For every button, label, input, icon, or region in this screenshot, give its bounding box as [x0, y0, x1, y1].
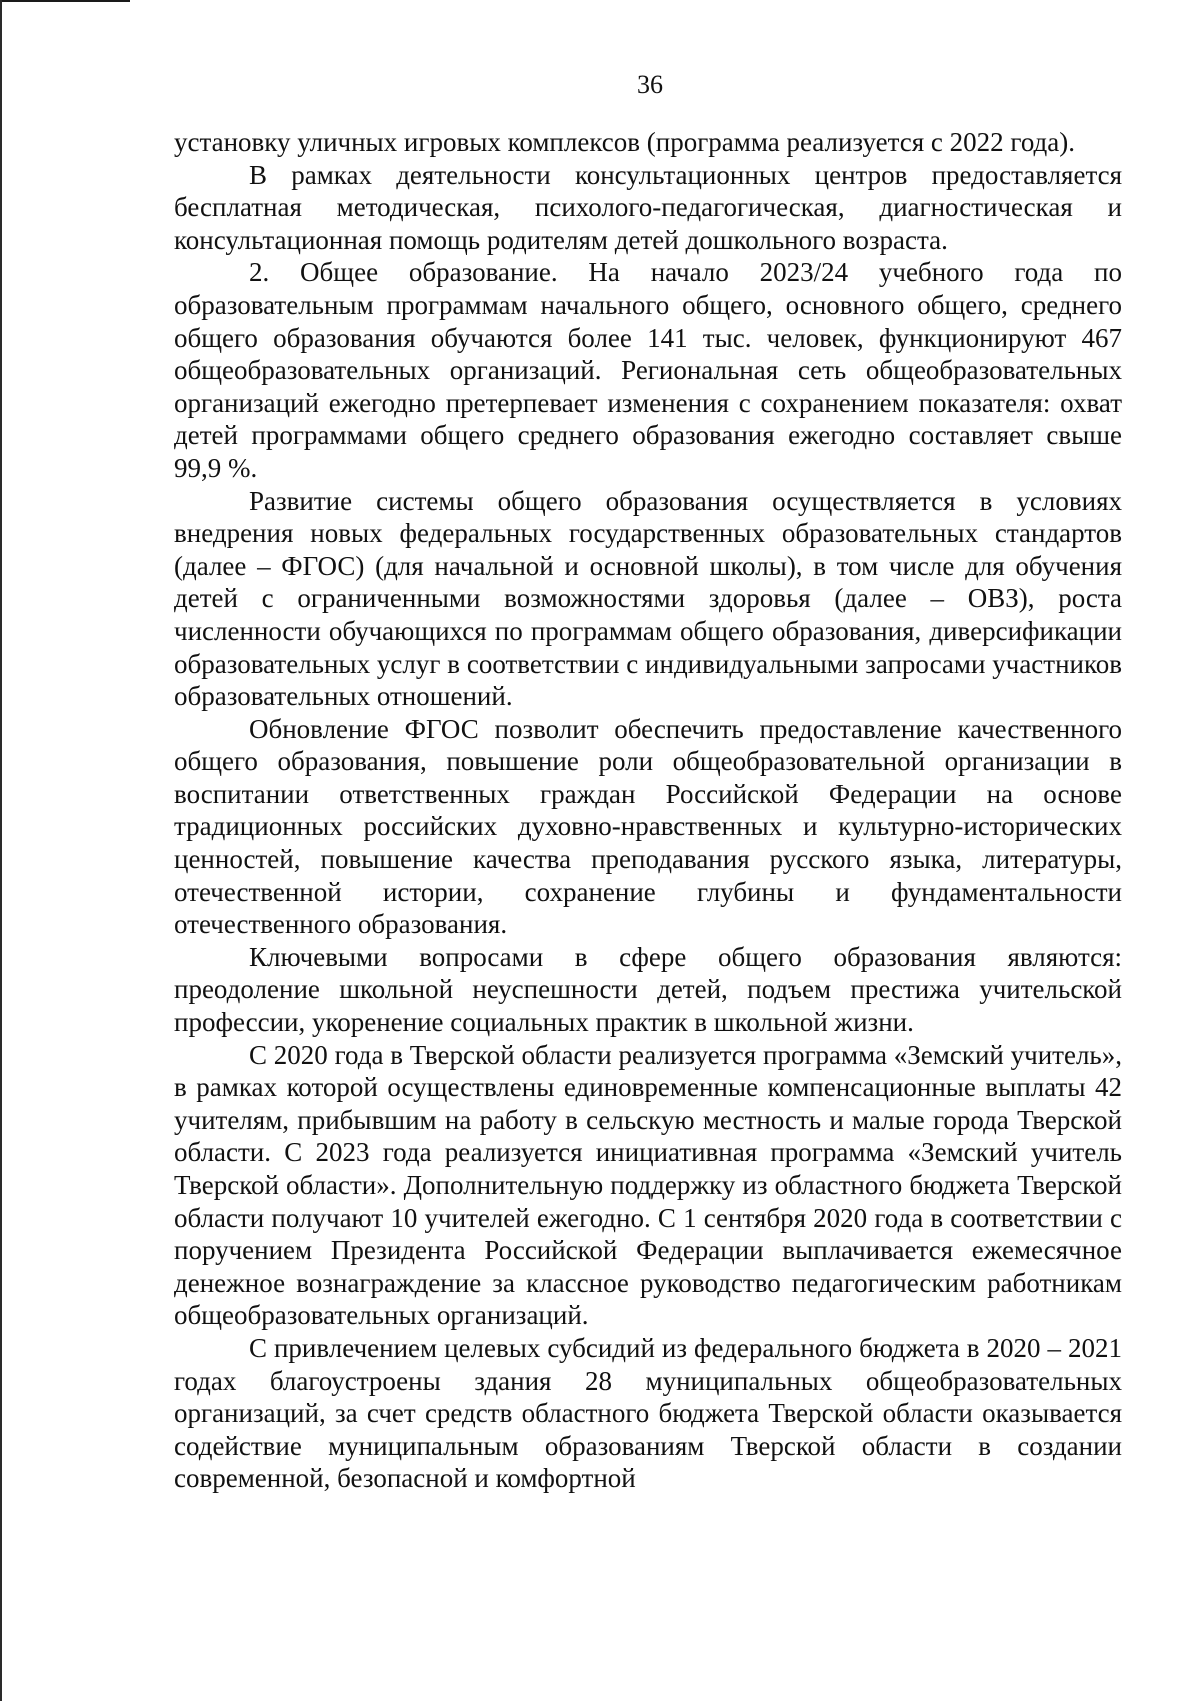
scan-edge-top: [0, 0, 130, 2]
paragraph-fgos-development: Развитие системы общего образования осуществляется в условиях внедрения новых федеральных государственных образовательных стандартов (далее – ФГОС) (для начальной и основной школы), в том числе для обучения детей с ограниченными возможностями здоровья (далее – ОВЗ), роста численности обучающихся по программам общего образования, диверсификации образовательных услуг в соответствии с индивидуальными запросами участников образовательных отношений.: [174, 485, 1122, 712]
paragraph-key-issues: Ключевыми вопросами в сфере общего образования являются: преодоление школьной неуспешности детей, подъем престижа учительской профессии, укоренение социальных практик в школьной жизни.: [174, 941, 1122, 1038]
page-number: 36: [637, 70, 663, 99]
scan-edge-left: [0, 0, 2, 1701]
paragraph-subsidies: С привлечением целевых субсидий из федерального бюджета в 2020 – 2021 годах благоустроены здания 28 муниципальных общеобразовательных организаций, за счет средств областного бюджета Тверской области оказывается содействие муниципальным образованиям Тверской области в создании современной, безопасной и комфортной: [174, 1332, 1122, 1494]
paragraph-continuation: установку уличных игровых комплексов (программа реализуется с 2022 года).: [174, 127, 1076, 157]
document-body: [174, 126, 1122, 1495]
paragraph-consultation-centers: В рамках деятельности консультационных центров предоставляется бесплатная методическая, психолого-педагогическая, диагностическая и консультационная помощь родителям детей дошкольного возраста.: [174, 159, 1122, 255]
paragraph-general-education: 2. Общее образование. На начало 2023/24 учебного года по образовательным программам начального общего, основного общего, среднего общего образования обучаются более 141 тыс. человек, функционируют 467 общеобразовательных организаций. Региональная сеть общеобразовательных организаций ежегодно претерпевает изменения с сохранением показателя: охват детей программами общего среднего образования ежегодно составляет свыше 99,9 %.: [174, 257, 1122, 483]
paragraph-zemsky-teacher: С 2020 года в Тверской области реализуется программа «Земский учитель», в рамках которой осуществлены единовременные компенсационные выплаты 42 учителям, прибывшим на работу в сельскую местность и малые города Тверской области. С 2023 года реализуется инициативная программа «Земский учитель Тверской области». Дополнительную поддержку из областного бюджета Тверской области получают 10 учителей ежегодно. С 1 сентября 2020 года в соответствии с поручением Президента Российской Федерации выплачивается ежемесячное денежное вознаграждение за классное руководство педагогическим работникам общеобразовательных организаций.: [174, 1039, 1122, 1331]
paragraph-fgos-update: Обновление ФГОС позволит обеспечить предоставление качественного общего образования, повышение роли общеобразовательной организации в воспитании ответственных граждан Российской Федерации на основе традиционных российских духовно-нравственных и культурно-исторических ценностей, повышение качества преподавания русского языка, литературы, отечественной истории, сохранение глубины и фундаментальности отечественного образования.: [174, 713, 1122, 940]
